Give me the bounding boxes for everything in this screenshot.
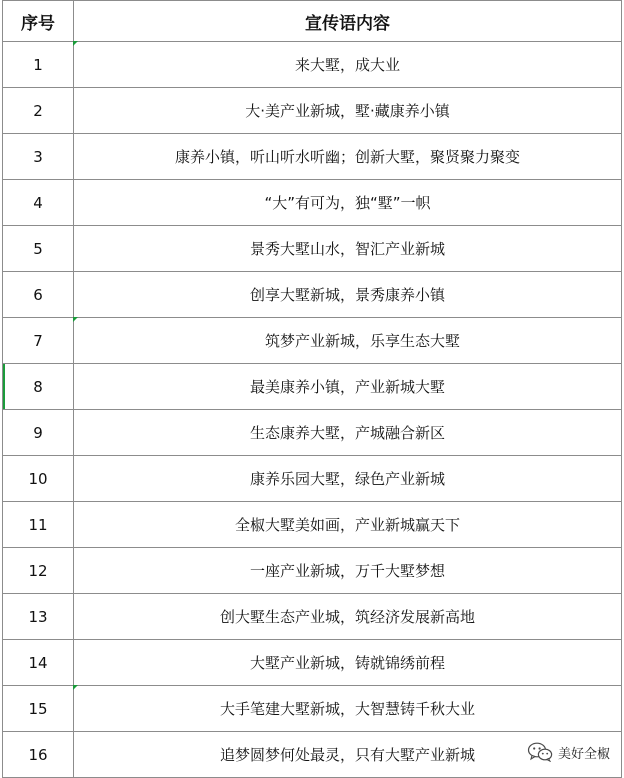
- table-row: [3, 502, 622, 548]
- row-slogan: 康养乐园大墅，绿色产业新城: [74, 456, 622, 502]
- row-slogan: 大墅产业新城，铸就锦绣前程: [74, 640, 622, 686]
- row-slogan: 生态康养大墅，产城融合新区: [74, 410, 622, 456]
- row-number: 16: [3, 732, 74, 778]
- header-row: [3, 1, 622, 42]
- table-row: [3, 88, 622, 134]
- table-row: [3, 640, 622, 686]
- row-number: 10: [3, 456, 74, 502]
- row-number: 7: [3, 318, 74, 364]
- table-row: [3, 226, 622, 272]
- table-row: [3, 272, 622, 318]
- row-number: 8: [3, 364, 74, 410]
- row-number: 2: [3, 88, 74, 134]
- row-slogan: 大手笔建大墅新城，大智慧铸千秋大业: [74, 686, 622, 732]
- watermark: [527, 742, 610, 762]
- table-row: [3, 594, 622, 640]
- table-row: [3, 456, 622, 502]
- row-number: 12: [3, 548, 74, 594]
- row-slogan: 最美康养小镇，产业新城大墅: [74, 364, 622, 410]
- row-number: 3: [3, 134, 74, 180]
- table-row: [3, 548, 622, 594]
- table-row: [3, 686, 622, 732]
- row-number: 6: [3, 272, 74, 318]
- row-number: 15: [3, 686, 74, 732]
- row-number: 11: [3, 502, 74, 548]
- slogan-table: [2, 0, 622, 778]
- table-row: [3, 134, 622, 180]
- row-slogan: 一座产业新城，万千大墅梦想: [74, 548, 622, 594]
- row-slogan: 景秀大墅山水，智汇产业新城: [74, 226, 622, 272]
- table-row: [3, 364, 622, 410]
- row-slogan: 康养小镇，听山听水听幽；创新大墅，聚贤聚力聚变: [74, 134, 622, 180]
- row-slogan: 创享大墅新城，景秀康养小镇: [74, 272, 622, 318]
- row-number: 13: [3, 594, 74, 640]
- row-slogan: 来大墅，成大业: [74, 42, 622, 88]
- row-number: 4: [3, 180, 74, 226]
- table-row: [3, 318, 622, 364]
- row-slogan: 全椒大墅美如画，产业新城赢天下: [74, 502, 622, 548]
- row-number: 9: [3, 410, 74, 456]
- row-slogan: 筑梦产业新城，乐享生态大墅: [74, 318, 622, 364]
- header-number: 序号: [3, 1, 74, 42]
- table-row: [3, 410, 622, 456]
- row-slogan: 追梦圆梦何处最灵，只有大墅产业新城: [74, 732, 622, 778]
- row-slogan: “大”有可为，独“墅”一帜: [74, 180, 622, 226]
- row-number: 5: [3, 226, 74, 272]
- header-slogan: 宣传语内容: [74, 1, 622, 42]
- table-row: [3, 42, 622, 88]
- watermark-label: 美好全椒: [557, 746, 610, 762]
- wechat-icon: [527, 742, 553, 762]
- row-number: 1: [3, 42, 74, 88]
- row-number: 14: [3, 640, 74, 686]
- table-row: [3, 180, 622, 226]
- row-slogan: 创大墅生态产业城，筑经济发展新高地: [74, 594, 622, 640]
- row-slogan: 大·美产业新城，墅·藏康养小镇: [74, 88, 622, 134]
